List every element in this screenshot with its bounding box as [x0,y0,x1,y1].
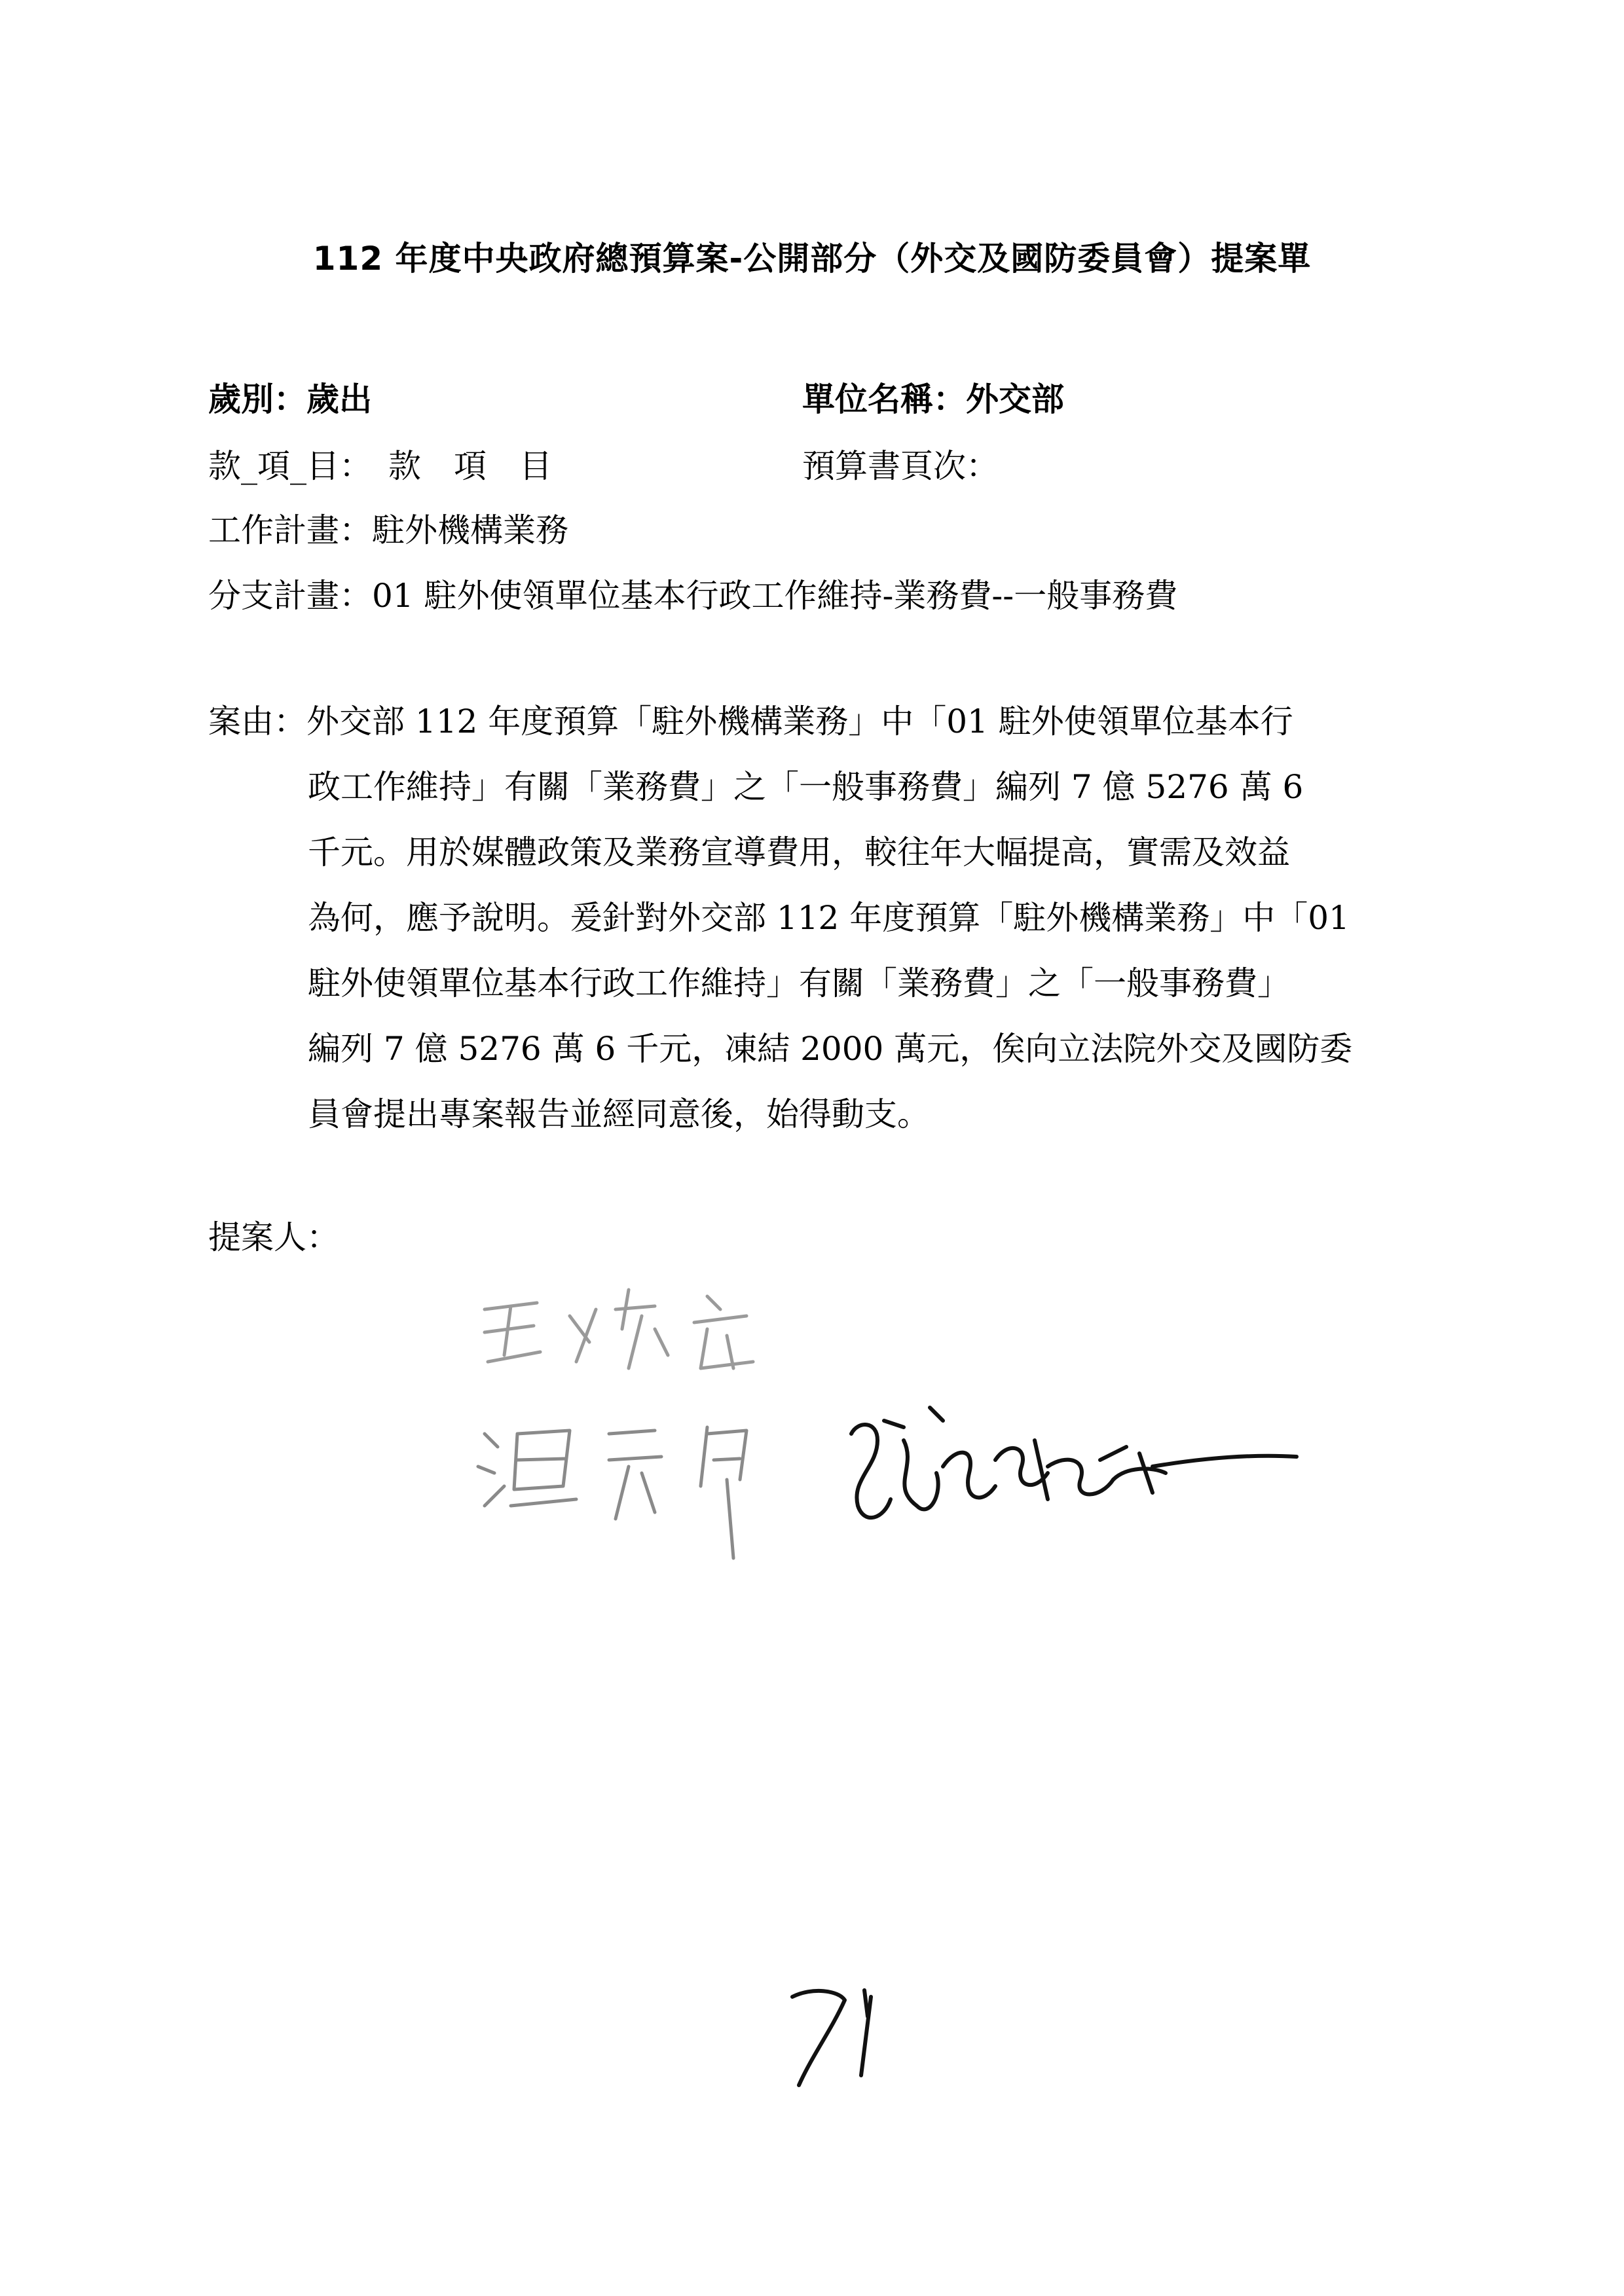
handwritten-signatures [458,1270,1310,1637]
document-title: 112 年度中央政府總預算案-公開部分（外交及國防委員會）提案單 [312,240,1312,278]
meta-plan: 工作計畫：駐外機構業務 [208,511,568,549]
reason-line-7: 員會提出專案報告並經同意後，始得動支。 [308,1095,930,1133]
reason-line-2: 政工作維持」有關「業務費」之「一般事務費」編列 7 億 5276 萬 6 [308,768,1304,806]
meta-unit: 單位名稱：外交部 [802,380,1064,418]
reason-line-3: 千元。用於媒體政策及業務宣導費用，較往年大幅提高，實需及效益 [308,833,1290,871]
proposer-label: 提案人： [208,1218,339,1256]
meta-item: 款_項_目： 款 項 目 [208,447,552,485]
reason-line-1: 案由：外交部 112 年度預算「駐外機構業務」中「01 駐外使領單位基本行 [208,702,1293,740]
reason-line-4: 為何，應予說明。爰針對外交部 112 年度預算「駐外機構業務」中「01 [308,899,1350,937]
handwritten-page-number [773,1977,904,2095]
reason-line-5: 駐外使領單位基本行政工作維持」有關「業務費」之「一般事務費」 [308,964,1290,1002]
reason-line-6: 編列 7 億 5276 萬 6 千元，凍結 2000 萬元，俟向立法院外交及國防委 [308,1030,1353,1068]
meta-page-ref: 預算書頁次： [802,447,999,485]
meta-category: 歲別：歲出 [208,380,372,418]
meta-subplan: 分支計畫：01 駐外使領單位基本行政工作維持-業務費--一般事務費 [208,577,1178,615]
